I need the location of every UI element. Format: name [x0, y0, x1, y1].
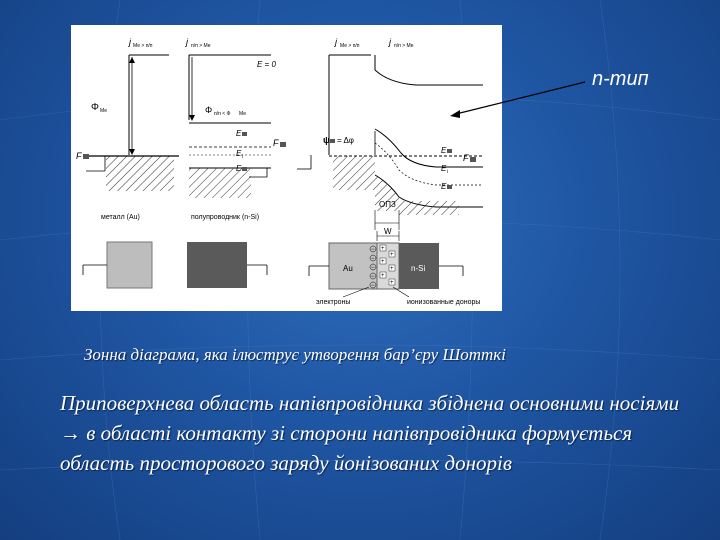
- phi-metal-label: Φ: [91, 102, 99, 113]
- j-semi-label: j: [186, 37, 188, 47]
- diagram-caption: Зонна діаграма, яка ілюструє утворення бар’єру Шотткі: [84, 345, 506, 364]
- donor-sign-1: +: [381, 246, 385, 252]
- phi-metal-sub: Ме: [100, 108, 108, 114]
- j-semi-right-label: j: [389, 37, 391, 47]
- electron-sign-2: −: [371, 256, 375, 262]
- donor-sign-5: +: [381, 273, 385, 279]
- fermi-metal-label: F: [76, 151, 82, 161]
- ei-right-label: E: [441, 164, 447, 173]
- semi-caption: полупроводник (n-Si): [191, 214, 260, 221]
- fermi-semi-label: F: [273, 138, 279, 148]
- j-metal-right-label: j: [335, 37, 337, 47]
- j-semi-right-sub: п/п > Ме: [394, 43, 414, 49]
- donors-label: ионизованные доноры: [407, 299, 481, 306]
- electron-sign-3: −: [371, 265, 375, 271]
- fermi-right-label: F: [463, 153, 469, 163]
- metal-caption: металл (Au): [101, 214, 140, 221]
- donor-sign-4: +: [390, 266, 394, 272]
- j-semi-sub: п/п > Ме: [191, 43, 211, 49]
- nsi-label: n-Si: [411, 264, 426, 273]
- phi-semi-rel: п/п < Φ: [214, 111, 231, 117]
- ei-sub: i: [242, 154, 244, 160]
- electron-sign-5: −: [371, 283, 375, 289]
- au-label: Au: [343, 264, 353, 273]
- e-zero-label: E = 0: [257, 60, 276, 69]
- psi-label: ψ: [323, 135, 330, 145]
- donor-sign-2: +: [390, 252, 394, 258]
- electron-sign-4: −: [371, 274, 375, 280]
- ev-right-label: E: [441, 182, 447, 191]
- w-label: W: [384, 227, 392, 236]
- phi-semi-rel-sub: Ме: [239, 111, 247, 117]
- ei-label: E: [236, 149, 242, 158]
- donor-sign-6: +: [390, 280, 394, 286]
- psi-eq-label: = Δφ: [337, 136, 354, 145]
- ei-right-sub: i: [447, 169, 449, 175]
- opz-label: ОПЗ: [379, 200, 396, 209]
- electrons-label: электроны: [316, 299, 351, 306]
- j-metal-label: j: [129, 37, 131, 47]
- j-metal-right-sub: Ме > п/п: [340, 43, 360, 49]
- electron-sign-1: −: [371, 247, 375, 253]
- ec-label: E: [236, 129, 242, 138]
- donor-sign-3: +: [381, 259, 385, 265]
- ec-right-label: E: [441, 146, 447, 155]
- j-metal-sub: Ме > п/п: [133, 43, 153, 49]
- phi-semi-label: Φ: [205, 105, 213, 115]
- ev-label: E: [236, 164, 242, 173]
- explanation-paragraph: Приповерхнева область напівпровідника збіднена основними носіями → в області контакту зі сторони напівпровідника формується область просторового заряду йонізованих донорів: [60, 391, 680, 475]
- n-type-label: n-тип: [592, 68, 649, 90]
